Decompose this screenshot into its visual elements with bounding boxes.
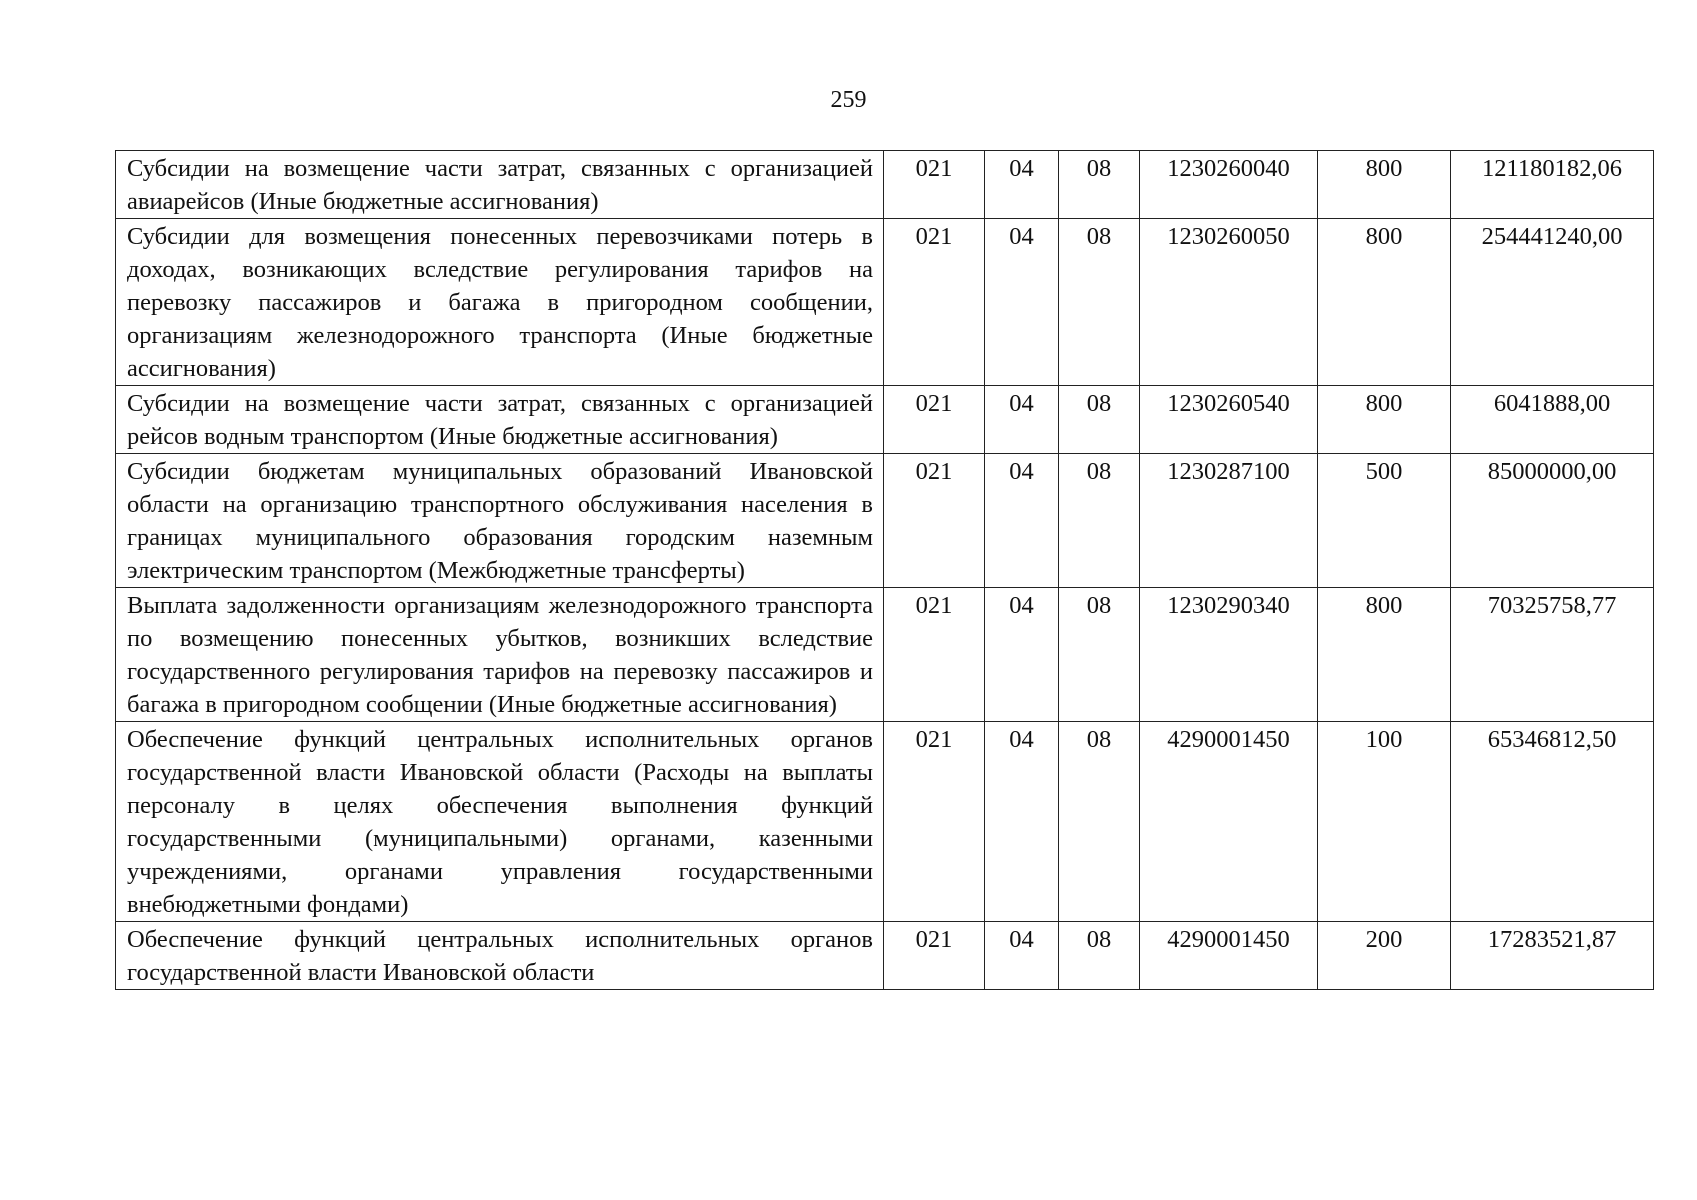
- ministry-code: 021: [884, 722, 985, 922]
- subsection-code: 08: [1059, 722, 1140, 922]
- expense-name: Обеспечение функций центральных исполнительных органов государственной власти Ивановской области: [116, 922, 884, 990]
- expense-name: Субсидии на возмещение части затрат, связанных с организацией рейсов водным транспортом (Иные бюджетные ассигнования): [116, 386, 884, 454]
- table-row: [116, 922, 1654, 990]
- ministry-code: 021: [884, 151, 985, 219]
- ministry-code: 021: [884, 454, 985, 588]
- ministry-code: 021: [884, 219, 985, 386]
- ministry-code: 021: [884, 588, 985, 722]
- expense-name: Субсидии для возмещения понесенных перевозчиками потерь в доходах, возникающих вследствие регулирования тарифов на перевозку пассажиров и багажа в пригородном сообщении, организациям железнодорожного транспорта (Иные бюджетные ассигнования): [116, 219, 884, 386]
- table-row: [116, 151, 1654, 219]
- section-code: 04: [985, 219, 1059, 386]
- ministry-code: 021: [884, 386, 985, 454]
- expense-type-code: 800: [1318, 151, 1451, 219]
- page-number: 259: [830, 87, 867, 113]
- amount: 254441240,00: [1451, 219, 1654, 386]
- target-article-code: 1230287100: [1140, 454, 1318, 588]
- subsection-code: 08: [1059, 219, 1140, 386]
- table-row: [116, 386, 1654, 454]
- amount: 70325758,77: [1451, 588, 1654, 722]
- table-row: [116, 219, 1654, 386]
- section-code: 04: [985, 386, 1059, 454]
- subsection-code: 08: [1059, 386, 1140, 454]
- expense-name: Выплата задолженности организациям железнодорожного транспорта по возмещению понесенных убытков, возникших вследствие государственного регулирования тарифов на перевозку пассажиров и багажа в пригородном сообщении (Иные бюджетные ассигнования): [116, 588, 884, 722]
- section-code: 04: [985, 454, 1059, 588]
- target-article-code: 1230260540: [1140, 386, 1318, 454]
- section-code: 04: [985, 722, 1059, 922]
- section-code: 04: [985, 588, 1059, 722]
- target-article-code: 4290001450: [1140, 922, 1318, 990]
- expense-name: Обеспечение функций центральных исполнительных органов государственной власти Ивановской области (Расходы на выплаты персоналу в целях обеспечения выполнения функций государственными (муниципальными) органами, казенными учреждениями, органами управления государственными внебюджетными фондами): [116, 722, 884, 922]
- table-row: [116, 454, 1654, 588]
- amount: 17283521,87: [1451, 922, 1654, 990]
- expense-type-code: 100: [1318, 722, 1451, 922]
- budget-table: [115, 150, 1654, 990]
- table-row: [116, 722, 1654, 922]
- table-row: [116, 588, 1654, 722]
- target-article-code: 1230290340: [1140, 588, 1318, 722]
- subsection-code: 08: [1059, 922, 1140, 990]
- expense-type-code: 800: [1318, 588, 1451, 722]
- subsection-code: 08: [1059, 588, 1140, 722]
- expense-name: Субсидии на возмещение части затрат, связанных с организацией авиарейсов (Иные бюджетные ассигнования): [116, 151, 884, 219]
- target-article-code: 4290001450: [1140, 722, 1318, 922]
- subsection-code: 08: [1059, 151, 1140, 219]
- target-article-code: 1230260040: [1140, 151, 1318, 219]
- expense-type-code: 200: [1318, 922, 1451, 990]
- section-code: 04: [985, 151, 1059, 219]
- amount: 6041888,00: [1451, 386, 1654, 454]
- expense-type-code: 800: [1318, 386, 1451, 454]
- expense-type-code: 800: [1318, 219, 1451, 386]
- expense-type-code: 500: [1318, 454, 1451, 588]
- amount: 65346812,50: [1451, 722, 1654, 922]
- amount: 121180182,06: [1451, 151, 1654, 219]
- subsection-code: 08: [1059, 454, 1140, 588]
- section-code: 04: [985, 922, 1059, 990]
- amount: 85000000,00: [1451, 454, 1654, 588]
- ministry-code: 021: [884, 922, 985, 990]
- expense-name: Субсидии бюджетам муниципальных образований Ивановской области на организацию транспортного обслуживания населения в границах муниципального образования городским наземным электрическим транспортом (Межбюджетные трансферты): [116, 454, 884, 588]
- target-article-code: 1230260050: [1140, 219, 1318, 386]
